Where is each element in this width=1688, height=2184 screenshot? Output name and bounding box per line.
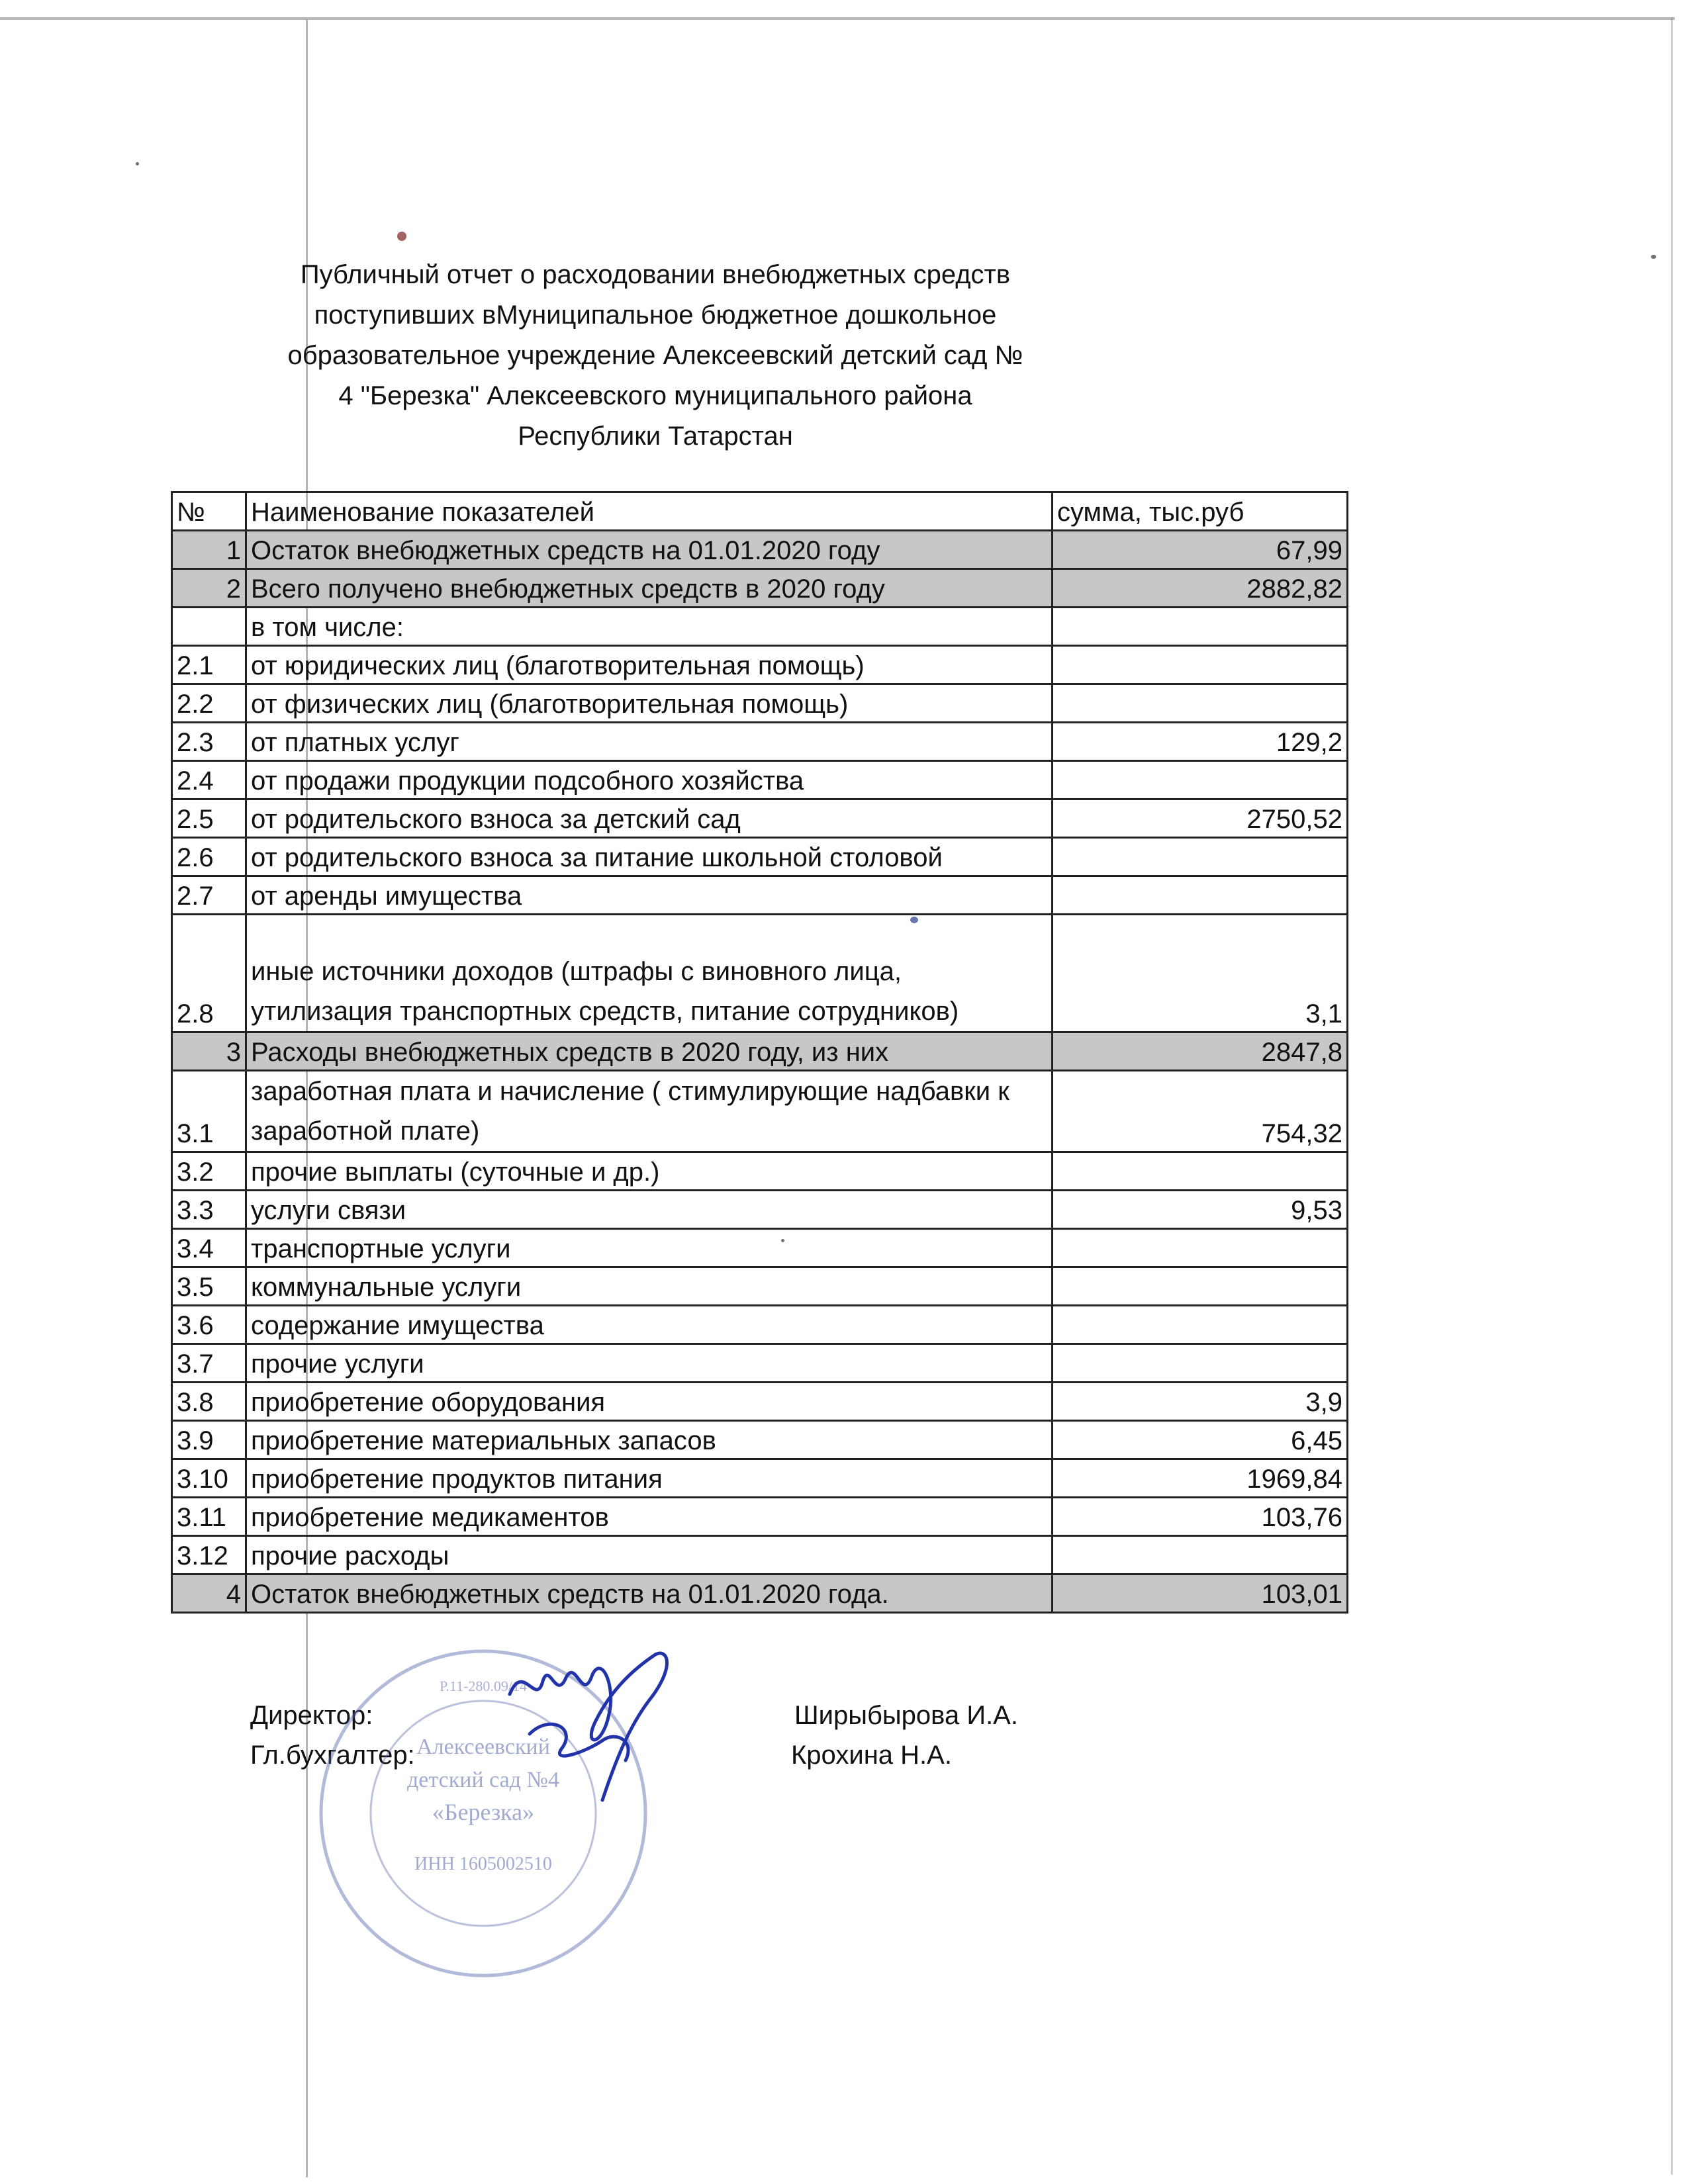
title-line: поступивших вМуниципальное бюджетное дошкольное [314,300,997,330]
row-num [172,608,246,646]
row-num: 3.2 [172,1152,246,1191]
scan-edge-top [0,17,1675,20]
row-sum [1053,1267,1348,1306]
row-num: 2.8 [172,915,246,1032]
row-name: иные источники доходов (штрафы с виновного лица, утилизация транспортных средств, питание сотрудников) [246,915,1053,1032]
table-row [172,1421,1348,1459]
signature-stroke [510,1653,667,1800]
row-num: 3.7 [172,1344,246,1383]
row-num: 3.4 [172,1229,246,1267]
table-row [172,1459,1348,1498]
table-row [172,838,1348,876]
table-row [172,1071,1348,1152]
row-name: заработная плата и начисление ( стимулирующие надбавки к заработной плате) [246,1071,1053,1152]
scan-edge-right [1671,17,1673,2175]
row-sum: 2882,82 [1053,569,1348,608]
row-num: 3.12 [172,1536,246,1574]
row-sum: 103,01 [1053,1574,1348,1613]
director-name: Ширыбырова И.А. [794,1701,1018,1730]
row-num: 3.1 [172,1071,246,1152]
accountant-label: Гл.бухгалтер: [250,1741,415,1770]
row-sum [1053,761,1348,799]
report-table [171,491,1348,1614]
row-name: транспортные услуги [246,1229,1053,1267]
header-sum: сумма, тыс.руб [1053,492,1348,531]
row-num: 3.8 [172,1383,246,1421]
row-sum [1053,646,1348,684]
stamp-text: Алексеевский [416,1735,550,1759]
row-name: приобретение продуктов питания [246,1459,1053,1498]
row-sum [1053,1152,1348,1191]
row-num: 3.9 [172,1421,246,1459]
row-num: 1 [172,531,246,569]
row-num: 2.6 [172,838,246,876]
report-title [245,255,1066,457]
signature-stroke [530,1724,628,1760]
row-name: от аренды имущества [246,876,1053,915]
table-row [172,915,1348,1032]
row-num: 3.3 [172,1191,246,1229]
row-sum [1053,1536,1348,1574]
table-row [172,876,1348,915]
title-line: 4 "Березка" Алексеевского муниципального района [338,381,972,410]
row-sum: 3,9 [1053,1383,1348,1421]
row-sum [1053,1344,1348,1383]
row-sum: 3,1 [1053,915,1348,1032]
row-name: приобретение медикаментов [246,1498,1053,1536]
stamp-text: «Березка» [432,1799,535,1825]
row-num: 2.3 [172,723,246,761]
row-sum: 1969,84 [1053,1459,1348,1498]
row-name: Всего получено внебюджетных средств в 2020 году [246,569,1053,608]
row-name: приобретение материальных запасов [246,1421,1053,1459]
row-sum [1053,684,1348,723]
table-row [172,1229,1348,1267]
row-num: 2.7 [172,876,246,915]
row-num: 3.11 [172,1498,246,1536]
row-name: от продажи продукции подсобного хозяйства [246,761,1053,799]
row-name: прочие расходы [246,1536,1053,1574]
row-num: 4 [172,1574,246,1613]
row-sum [1053,838,1348,876]
table-row [172,1152,1348,1191]
stamp-text: детский сад №4 [407,1768,559,1792]
table-row [172,684,1348,723]
handwritten-signature [503,1648,702,1813]
row-name: от родительского взноса за питание школьной столовой [246,838,1053,876]
title-line: Республики Татарстан [518,422,793,451]
table-row [172,531,1348,569]
table-row [172,1267,1348,1306]
row-num: 3.6 [172,1306,246,1344]
row-name: от платных услуг [246,723,1053,761]
scan-speck [136,162,139,165]
row-name: прочие услуги [246,1344,1053,1383]
table-row [172,723,1348,761]
scan-speck [1651,255,1656,259]
table-row [172,1032,1348,1071]
row-sum: 129,2 [1053,723,1348,761]
table-header-row [172,492,1348,531]
row-sum: 103,76 [1053,1498,1348,1536]
row-sum: 9,53 [1053,1191,1348,1229]
table-row [172,569,1348,608]
table-row [172,1344,1348,1383]
table-row [172,799,1348,838]
table-row [172,1536,1348,1574]
row-name: от юридических лиц (благотворительная помощь) [246,646,1053,684]
row-name: услуги связи [246,1191,1053,1229]
row-name: в том числе: [246,608,1053,646]
row-name: прочие выплаты (суточные и др.) [246,1152,1053,1191]
row-sum: 2847,8 [1053,1032,1348,1071]
scan-speck [397,232,406,241]
row-name: Расходы внебюджетных средств в 2020 году, из них [246,1032,1053,1071]
table-row [172,608,1348,646]
table-row [172,1498,1348,1536]
header-num: № [172,492,246,531]
row-sum [1053,876,1348,915]
row-num: 3.5 [172,1267,246,1306]
stamp-text: ИНН 1605002510 [414,1854,552,1874]
row-sum [1053,608,1348,646]
row-sum [1053,1229,1348,1267]
row-name: от родительского взноса за детский сад [246,799,1053,838]
row-sum: 2750,52 [1053,799,1348,838]
stamp-text: Р.11-280.09/14 [439,1678,528,1694]
title-line: Публичный отчет о расходовании внебюджетных средств [300,260,1011,289]
accountant-name: Крохина Н.А. [791,1741,952,1770]
row-num: 2.5 [172,799,246,838]
row-sum: 6,45 [1053,1421,1348,1459]
table-row [172,646,1348,684]
header-name: Наименование показателей [246,492,1053,531]
row-num: 2.1 [172,646,246,684]
row-num: 3.10 [172,1459,246,1498]
row-name: Остаток внебюджетных средств на 01.01.2020 года. [246,1574,1053,1613]
row-name: коммунальные услуги [246,1267,1053,1306]
row-num: 3 [172,1032,246,1071]
director-label: Директор: [250,1701,373,1730]
title-line: образовательное учреждение Алексеевский детский сад № [287,341,1023,370]
row-name: приобретение оборудования [246,1383,1053,1421]
table-row [172,1383,1348,1421]
row-num: 2.2 [172,684,246,723]
row-sum: 754,32 [1053,1071,1348,1152]
row-sum: 67,99 [1053,531,1348,569]
row-num: 2.4 [172,761,246,799]
table-row [172,1574,1348,1613]
row-name: содержание имущества [246,1306,1053,1344]
row-name: Остаток внебюджетных средств на 01.01.2020 году [246,531,1053,569]
table-row [172,1191,1348,1229]
table-row [172,761,1348,799]
row-sum [1053,1306,1348,1344]
table-row [172,1306,1348,1344]
row-num: 2 [172,569,246,608]
row-name: от физических лиц (благотворительная помощь) [246,684,1053,723]
